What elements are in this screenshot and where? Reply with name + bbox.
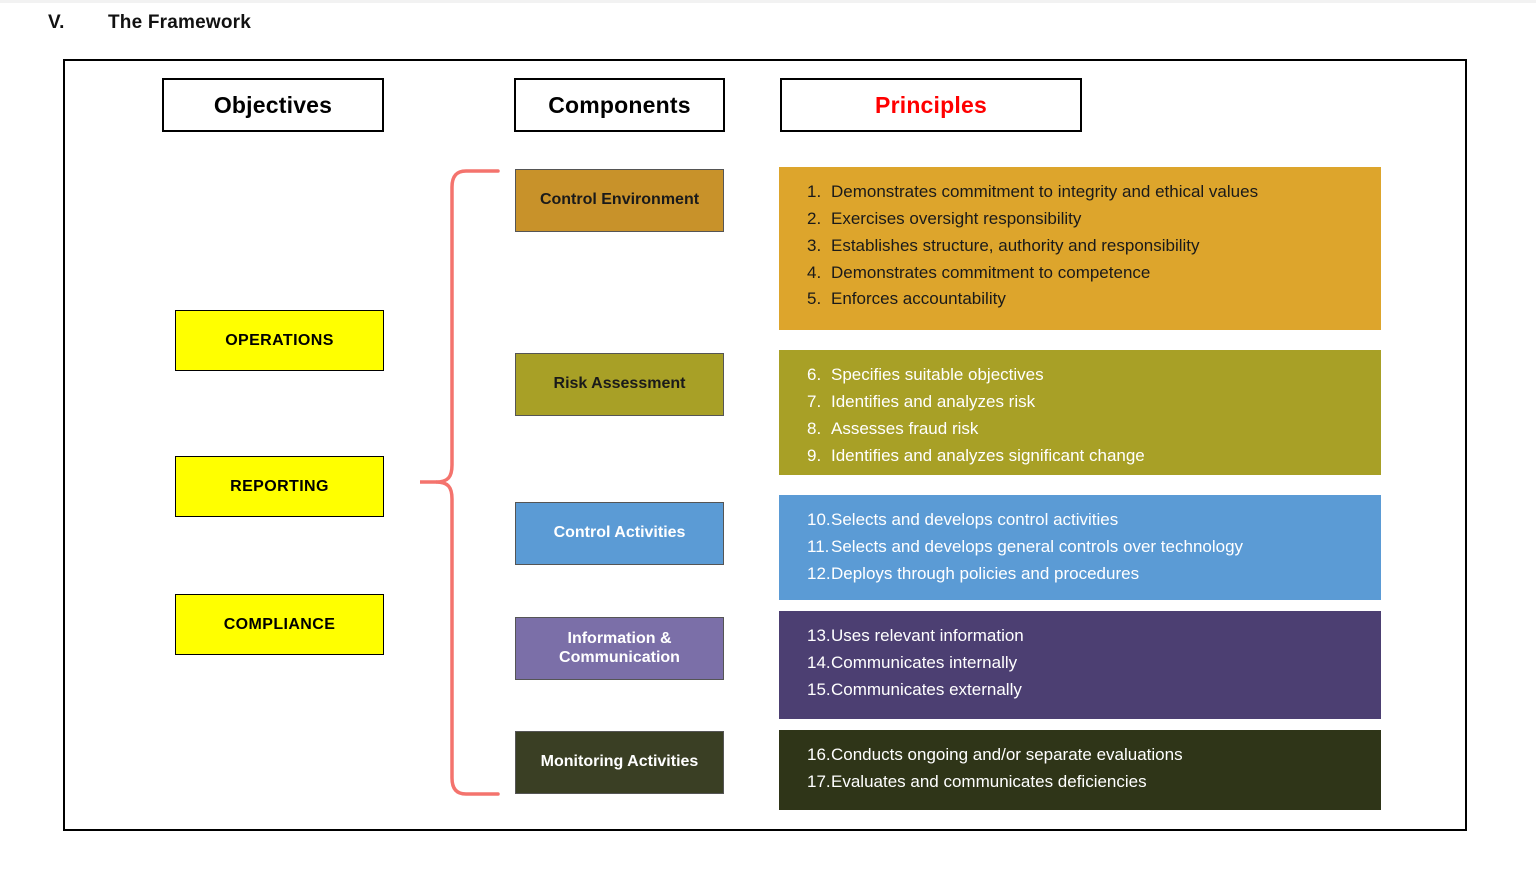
page-title <box>48 12 251 34</box>
list-item <box>779 416 1381 443</box>
principle-text: Establishes structure, authority and responsibility <box>831 235 1200 255</box>
principle-text: Demonstrates commitment to competence <box>831 262 1151 282</box>
principle-number: 1. <box>807 182 822 201</box>
list-item <box>779 507 1381 534</box>
column-header-objectives: Objectives <box>162 78 384 132</box>
principle-text: Exercises oversight responsibility <box>831 208 1082 228</box>
top-edge-strip <box>0 0 1536 3</box>
principles-panel-control-activities <box>779 495 1381 600</box>
principle-number: 6. <box>807 365 822 384</box>
component-box-control-activities: Control Activities <box>515 502 724 565</box>
principle-text: Selects and develops control activities <box>831 510 1119 529</box>
principles-panel-risk-assessment <box>779 350 1381 475</box>
principle-text: Identifies and analyzes significant change <box>831 445 1145 465</box>
principle-number: 10. <box>807 510 831 529</box>
list-item <box>779 443 1381 470</box>
principles-list <box>779 507 1381 588</box>
list-item <box>779 286 1381 313</box>
principle-number: 13. <box>807 626 831 645</box>
principles-list <box>779 742 1381 796</box>
brace-connector-icon <box>420 165 500 800</box>
principle-number: 5. <box>807 289 822 309</box>
principle-number: 8. <box>807 418 822 438</box>
principle-number: 7. <box>807 391 822 411</box>
principle-number: 15. <box>807 679 831 699</box>
principle-number: 12. <box>807 563 831 583</box>
principle-number: 2. <box>807 208 822 228</box>
principles-panel-information-communication <box>779 611 1381 719</box>
list-item <box>779 260 1381 287</box>
principles-panel-control-environment <box>779 167 1381 330</box>
component-box-information-communication: Information & Communication <box>515 617 724 680</box>
principles-list <box>779 179 1381 313</box>
principle-text: Enforces accountability <box>831 289 1006 309</box>
list-item <box>779 206 1381 233</box>
principle-text: Assesses fraud risk <box>831 418 979 438</box>
objective-box-reporting: REPORTING <box>175 456 384 517</box>
principle-text: Communicates internally <box>831 652 1018 672</box>
principle-text: Identifies and analyzes risk <box>831 391 1036 411</box>
list-item <box>779 677 1381 704</box>
objective-box-compliance: COMPLIANCE <box>175 594 384 655</box>
list-item <box>779 623 1381 650</box>
principles-list <box>779 623 1381 704</box>
list-item <box>779 179 1381 206</box>
list-item <box>779 561 1381 588</box>
principle-text: Specifies suitable objectives <box>831 365 1044 384</box>
principle-number: 11. <box>807 536 830 556</box>
principle-number: 16. <box>807 745 831 764</box>
column-header-principles: Principles <box>780 78 1082 132</box>
component-box-monitoring-activities: Monitoring Activities <box>515 731 724 794</box>
principles-panel-monitoring-activities <box>779 730 1381 810</box>
principles-list <box>779 362 1381 469</box>
principle-number: 14. <box>807 652 831 672</box>
list-item <box>779 534 1381 561</box>
objective-box-operations: OPERATIONS <box>175 310 384 371</box>
component-box-control-environment: Control Environment <box>515 169 724 232</box>
list-item <box>779 233 1381 260</box>
list-item <box>779 650 1381 677</box>
column-header-components: Components <box>514 78 725 132</box>
principle-text: Communicates externally <box>831 679 1022 699</box>
list-item <box>779 769 1381 796</box>
principle-number: 17. <box>807 771 831 791</box>
principle-text: Uses relevant information <box>831 626 1024 645</box>
section-number: V. <box>48 12 65 33</box>
principle-text: Demonstrates commitment to integrity and ethical values <box>831 182 1259 201</box>
component-box-risk-assessment: Risk Assessment <box>515 353 724 416</box>
principle-number: 9. <box>807 445 822 465</box>
principle-text: Conducts ongoing and/or separate evaluations <box>831 745 1183 764</box>
principle-text: Deploys through policies and procedures <box>831 563 1140 583</box>
list-item <box>779 362 1381 389</box>
list-item <box>779 389 1381 416</box>
principle-text: Selects and develops general controls over technology <box>831 536 1244 556</box>
principle-number: 4. <box>807 262 822 282</box>
section-title: The Framework <box>108 12 252 33</box>
principle-text: Evaluates and communicates deficiencies <box>831 771 1147 791</box>
list-item <box>779 742 1381 769</box>
principle-number: 3. <box>807 235 822 255</box>
